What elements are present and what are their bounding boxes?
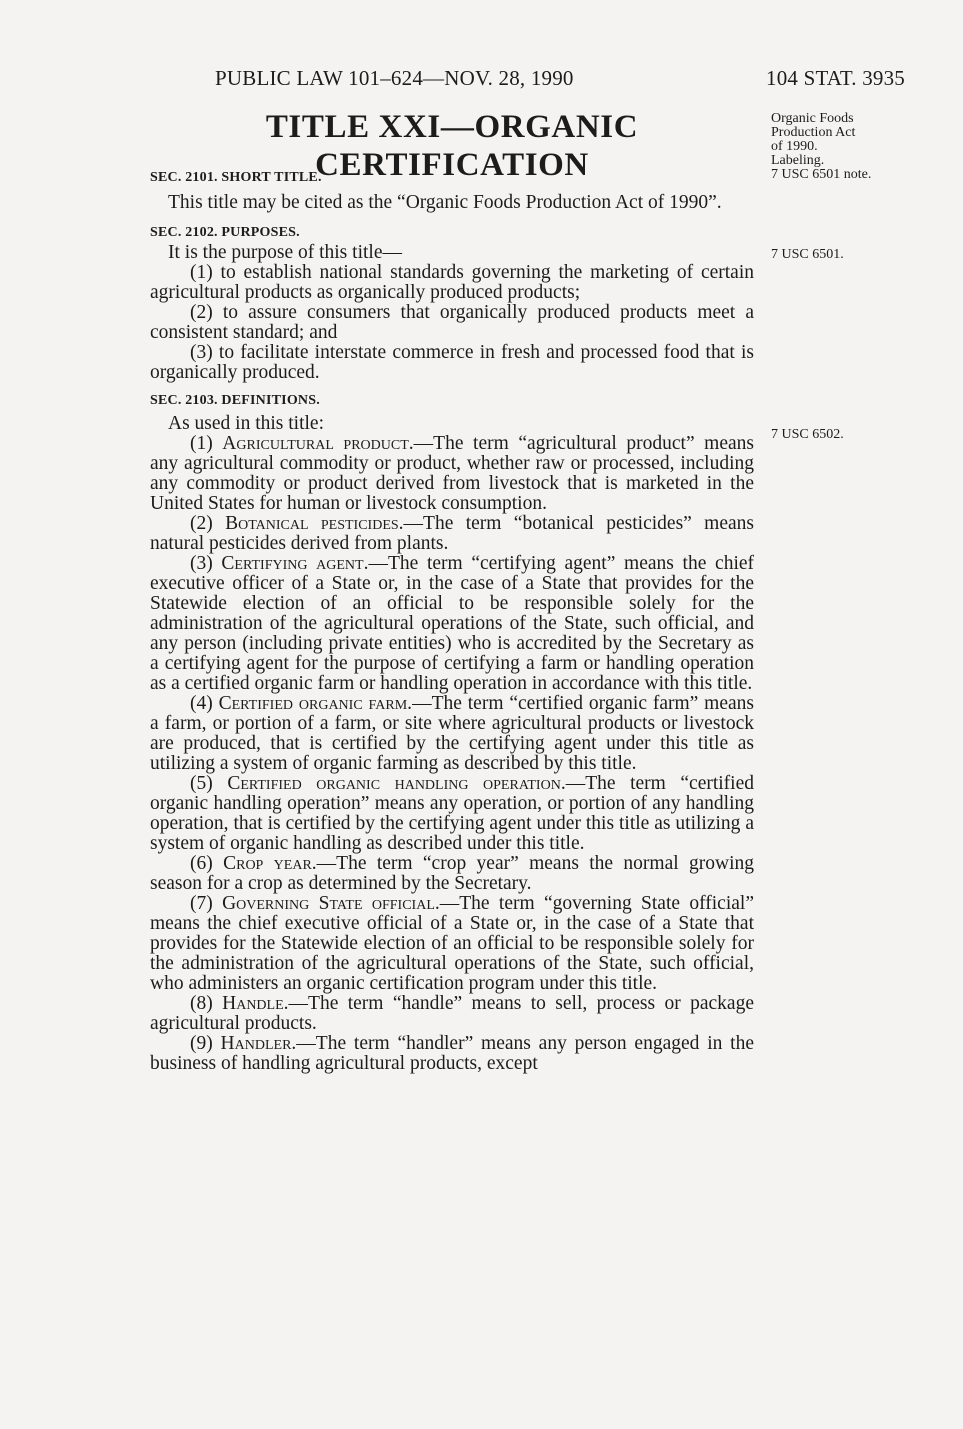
definition-text: —The term “agricultural product” means any agricultural commodity or product, whether raw or processed, including any commodity or product derived from livestock that is marketed in the United States for human or livestock consumption. xyxy=(150,433,754,514)
definition-term: Governing State official. xyxy=(222,893,440,914)
margin-note-line: of 1990. xyxy=(771,139,818,154)
definition-number: (4) xyxy=(190,693,219,714)
definition-text: —The term “certifying agent” means the chief executive officer of a State or, in the case of a State that provides for the Statewide election of an official to be responsible solely for the administration of the agricultural operations of the State, such official, and any person (including private entities) who is accredited by the Secretary as a certifying agent for the purpose of certifying a farm or handling operation as a certified organic farm or handling operation in accordance with this title. xyxy=(150,553,755,694)
header-page-number: 104 STAT. 3935 xyxy=(766,66,905,90)
definition-handle xyxy=(150,994,754,1034)
header-citation: PUBLIC LAW 101–624—NOV. 28, 1990 xyxy=(215,66,574,90)
definition-term: Handler. xyxy=(220,1033,297,1054)
title-heading: TITLE XXI—ORGANIC CERTIFICATION xyxy=(265,109,639,183)
margin-note-usc-6502: 7 USC 6502. xyxy=(771,427,844,442)
definition-text: —The term “handle” means to sell, process or package agricultural products. xyxy=(150,993,754,1034)
section-heading-2102: SEC. 2102. PURPOSES. xyxy=(150,225,300,240)
statute-body xyxy=(150,168,754,1074)
definition-text: —The term “crop year” means the normal growing season for a crop as determined by the Secretary. xyxy=(150,853,754,894)
definition-number: (2) xyxy=(190,513,226,534)
margin-note-line: Organic Foods xyxy=(771,111,854,126)
definition-handler xyxy=(150,1034,754,1074)
purpose-item: (1) to establish national standards governing the marketing of certain agricultural products as organically produced products; xyxy=(150,262,754,303)
definition-governing-state-official xyxy=(150,894,754,994)
purpose-item: (3) to facilitate interstate commerce in fresh and processed food that is organically produced. xyxy=(150,342,754,383)
definition-term: Certified organic handling operation. xyxy=(227,773,566,794)
purpose-item: (2) to assure consumers that organically produced products meet a consistent standard; and xyxy=(150,302,754,343)
definition-number: (6) xyxy=(190,853,224,874)
definition-number: (3) xyxy=(190,553,222,574)
margin-note-line: Production Act xyxy=(771,125,856,140)
margin-note-act-name xyxy=(771,112,891,182)
margin-note-labeling: Labeling. xyxy=(771,153,825,168)
definition-text: —The term “botanical pesticides” means natural pesticides derived from plants. xyxy=(150,513,754,554)
definition-text: —The term “handler” means any person engaged in the business of handling agricultural products, except xyxy=(150,1033,754,1074)
section-heading-2103: SEC. 2103. DEFINITIONS. xyxy=(150,393,320,408)
margin-note-usc-6501: 7 USC 6501. xyxy=(771,247,844,262)
definition-term: Crop year. xyxy=(223,853,317,874)
definition-certifying-agent xyxy=(150,554,754,694)
definition-text: —The term “certified organic farm” means a farm, or portion of a farm, or site where agricultural products or livestock are produced, that is certified by the certifying agent under this title as utilizing a system of organic farming as described by this title. xyxy=(150,693,754,774)
section-2103-intro: As used in this title: xyxy=(168,413,324,434)
definition-text: —The term “governing State official” means the chief executive official of a State or, in the case of a State that provides for the Statewide election of an official to be responsible solely for the administration of the agricultural operations of the State, such official, who administers an organic certification program under this title. xyxy=(150,893,754,994)
section-2101-text: This title may be cited as the “Organic Foods Production Act of 1990”. xyxy=(168,192,722,213)
spacer xyxy=(150,213,754,223)
definition-text: —The term “certified organic handling operation” means any operation, or portion of any handling operation, that is certified by the certifying agent under this title as utilizing a system of organic handling as described under this title. xyxy=(150,773,754,854)
definition-term: Certified organic farm. xyxy=(218,693,413,714)
definition-term: Handle. xyxy=(222,993,289,1014)
definition-agricultural-product xyxy=(150,434,754,514)
definition-number: (5) xyxy=(190,773,228,794)
definition-term: Botanical pesticides. xyxy=(225,513,404,534)
margin-note-usc-note: 7 USC 6501 note. xyxy=(771,167,872,182)
spacer xyxy=(150,383,754,391)
definition-number: (9) xyxy=(190,1033,221,1054)
definition-term: Agricultural product. xyxy=(222,433,414,454)
section-heading-2101: SEC. 2101. SHORT TITLE. xyxy=(150,170,322,185)
definition-botanical-pesticides xyxy=(150,514,754,554)
definition-certified-organic-handling-operation xyxy=(150,774,754,854)
section-2102-intro: It is the purpose of this title— xyxy=(168,242,402,263)
definition-certified-organic-farm xyxy=(150,694,754,774)
definition-crop-year xyxy=(150,854,754,894)
definition-number: (7) xyxy=(190,893,223,914)
definition-number: (1) xyxy=(190,433,223,454)
definition-number: (8) xyxy=(190,993,223,1014)
definition-term: Certifying agent. xyxy=(221,553,369,574)
